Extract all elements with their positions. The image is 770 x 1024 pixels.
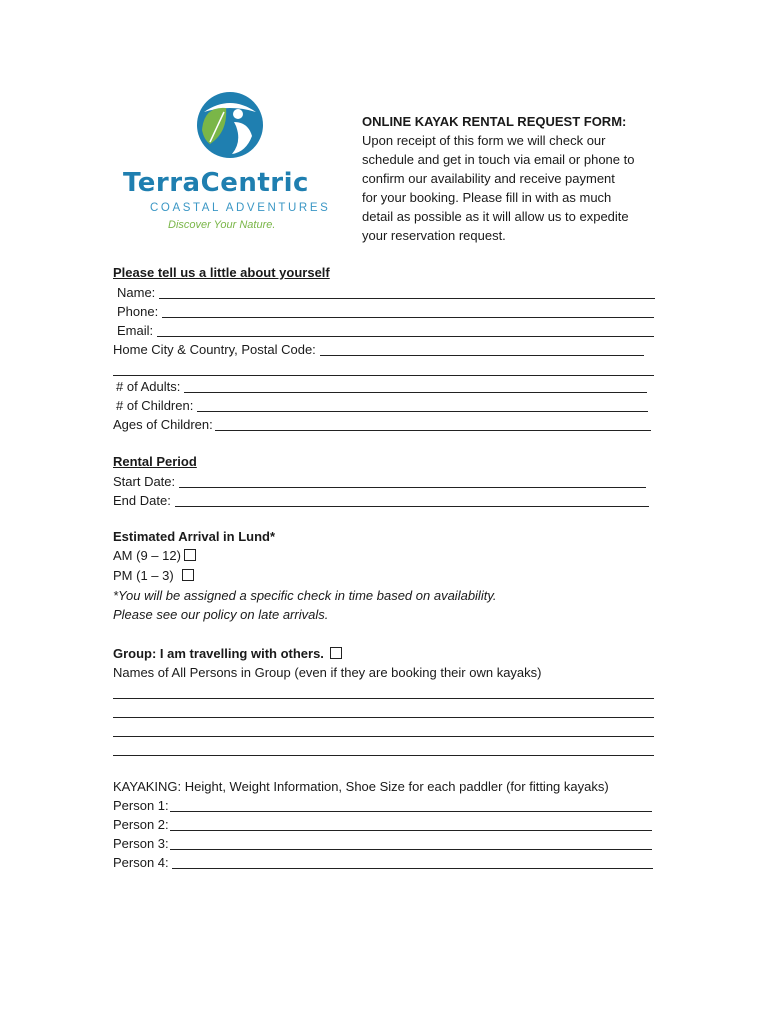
intro-line: Upon receipt of this form we will check our (362, 133, 606, 148)
pm-checkbox[interactable] (182, 569, 194, 581)
person2-label: Person 2: (113, 817, 169, 832)
am-checkbox[interactable] (184, 549, 196, 561)
home-field[interactable] (320, 354, 644, 356)
person2-field[interactable] (170, 829, 652, 831)
adults-label: # of Adults: (116, 379, 181, 394)
end-date-field[interactable] (175, 505, 649, 507)
pm-option (113, 568, 194, 583)
person4-row (113, 853, 653, 872)
intro-line: schedule and get in touch via email or phone to (362, 152, 635, 167)
ages-label: Ages of Children: (113, 417, 213, 432)
intro-line: confirm our availability and receive payment (362, 171, 615, 186)
am-option (113, 548, 196, 563)
start-date-field[interactable] (179, 486, 646, 488)
group-checkbox[interactable] (330, 647, 342, 659)
adults-row (113, 377, 647, 396)
group-names-line[interactable] (113, 735, 654, 737)
brand-name: TerraCentric (123, 168, 309, 198)
group-names-label: Names of All Persons in Group (even if they are booking their own kayaks) (113, 665, 542, 680)
ages-field[interactable] (215, 429, 651, 431)
name-field[interactable] (159, 297, 655, 299)
person3-row (113, 834, 652, 853)
brand-tagline: Discover Your Nature. (168, 219, 276, 231)
phone-label: Phone: (117, 304, 159, 319)
email-label: Email: (117, 323, 154, 338)
arrival-note: *You will be assigned a specific check in time based on availability. (113, 588, 497, 603)
person4-field[interactable] (172, 867, 653, 869)
person3-field[interactable] (170, 848, 652, 850)
am-label: AM (9 – 12) (113, 548, 181, 563)
home-field-continued[interactable] (113, 374, 654, 376)
name-label: Name: (117, 285, 156, 300)
group-names-line[interactable] (113, 754, 654, 756)
start-date-label: Start Date: (113, 474, 176, 489)
about-heading: Please tell us a little about yourself (113, 265, 330, 280)
person4-label: Person 4: (113, 855, 169, 870)
logo-emblem (118, 92, 268, 170)
phone-field[interactable] (162, 316, 654, 318)
group-names-line[interactable] (113, 716, 654, 718)
pm-label: PM (1 – 3) (113, 568, 174, 583)
brand-subtitle: COASTAL ADVENTURES (150, 202, 331, 214)
start-date-row (113, 472, 646, 491)
group-names-line[interactable] (113, 697, 654, 699)
group-option (113, 646, 342, 661)
intro-block (362, 112, 662, 245)
rental-heading: Rental Period (113, 454, 197, 469)
adults-field[interactable] (184, 391, 647, 393)
email-field[interactable] (157, 335, 654, 337)
person1-label: Person 1: (113, 798, 169, 813)
phone-row (113, 302, 654, 321)
end-date-row (113, 491, 649, 510)
email-row (113, 321, 654, 340)
home-row (113, 340, 644, 359)
intro-line: your reservation request. (362, 228, 506, 243)
children-row (113, 396, 648, 415)
person1-row (113, 796, 652, 815)
children-field[interactable] (197, 410, 648, 412)
ages-row (113, 415, 651, 434)
person3-label: Person 3: (113, 836, 169, 851)
group-heading: Group: I am travelling with others. (113, 646, 324, 661)
name-row (113, 283, 655, 302)
end-date-label: End Date: (113, 493, 171, 508)
arrival-heading: Estimated Arrival in Lund* (113, 529, 276, 544)
late-arrival-note: Please see our policy on late arrivals. (113, 607, 329, 622)
children-label: # of Children: (116, 398, 194, 413)
person2-row (113, 815, 652, 834)
person1-field[interactable] (170, 810, 652, 812)
form-title: ONLINE KAYAK RENTAL REQUEST FORM: (362, 114, 627, 129)
kayaking-heading: KAYAKING: Height, Weight Information, Shoe Size for each paddler (for fitting kayaks) (113, 779, 609, 794)
home-label: Home City & Country, Postal Code: (113, 342, 316, 357)
intro-line: for your booking. Please fill in with as much (362, 190, 612, 205)
intro-line: detail as possible as it will allow us to expedite (362, 209, 629, 224)
